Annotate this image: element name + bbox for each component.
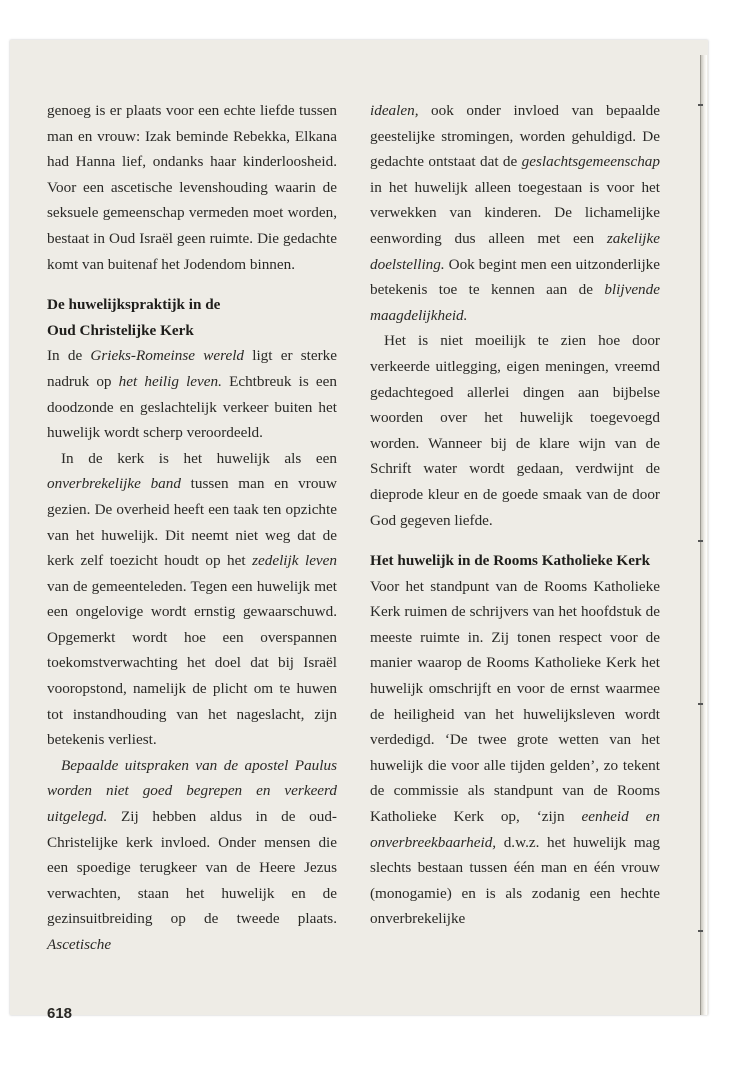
text: Echtbreuk is een doodzonde en geslachtelijk verkeer buiten het huwelijk wordt scherp veroordeeld. bbox=[47, 372, 337, 442]
text: In de kerk is het huwelijk als een bbox=[61, 449, 337, 467]
emphasis: Ascetische bbox=[47, 936, 112, 953]
paragraph: Het is niet moeilijk te zien hoe door verkeerde uitlegging, eigen meningen, vreemd gedachtegoed allerlei dingen aan bijbelse woorden over het huwelijk toegevoegd worden. Wanneer bij de klare wijn van de Schrift water wordt gedaan, verdwijnt de dieprode kleur en de goede smaak van de door God gegeven liefde. bbox=[370, 332, 660, 529]
text: ligt er sterke nadruk op bbox=[47, 347, 337, 390]
emphasis: geslachtsgemeenschap bbox=[521, 153, 660, 171]
emphasis: Grieks-Romeinse wereld bbox=[90, 347, 245, 365]
text: in het huwelijk alleen toegestaan is voor het verwekken van kinderen. De lichamelijke eenwording dus alleen met een bbox=[370, 178, 660, 247]
edge-mark bbox=[698, 104, 703, 106]
emphasis: het heilig leven. bbox=[118, 372, 222, 390]
paragraph bbox=[47, 343, 337, 445]
paragraph bbox=[370, 98, 660, 328]
text: Ook begint men een uitzonderlijke betekenis toe te kennen aan de bbox=[370, 255, 660, 299]
heading-line: De huwelijkspraktijk in de bbox=[47, 296, 221, 314]
emphasis: eenheid en onverbreekbaarheid, bbox=[370, 808, 660, 851]
right-column bbox=[370, 98, 660, 932]
section-heading: Het huwelijk in de Rooms Katholieke Kerk bbox=[370, 552, 651, 570]
edge-mark bbox=[698, 930, 703, 932]
page-edge bbox=[700, 55, 707, 1015]
section-heading bbox=[47, 292, 337, 343]
text: d.w.z. het huwelijk mag slechts bestaan tussen één man en één vrouw (monogamie) en is als zodanig een hechte onverbrekelijke bbox=[370, 833, 660, 928]
emphasis: blijvende maagdelijkheid. bbox=[370, 281, 660, 324]
edge-mark bbox=[698, 703, 703, 705]
paragraph: genoeg is er plaats voor een echte liefde tussen man en vrouw: Izak beminde Rebekka, Elkana had Hanna lief, ondanks haar kinderloosheid. Voor een ascetische levenshouding waarin de seksuele gemeenschap vermeden moet worden, bestaat in Oud Israël geen ruimte. Die gedachte komt van buitenaf het Jodendom binnen. bbox=[47, 102, 337, 273]
emphasis: Bepaalde uitspraken van de apostel Paulus worden niet goed begrepen en verkeerd uitgelegd. bbox=[47, 756, 337, 826]
text: tussen man en vrouw gezien. De overheid heeft een taak ten opzichte van het huwelijk. Dit neemt niet weg dat de kerk zelf toezicht houdt op het bbox=[47, 475, 337, 570]
paragraph bbox=[370, 574, 660, 932]
paragraph bbox=[47, 753, 337, 958]
text: Voor het standpunt van de Rooms Katholieke Kerk ruimen de schrijvers van het hoofdstuk de meeste ruimte in. Zij tonen respect voor de manier waarop de Rooms Katholieke Kerk het huwelijk omschrijft en voor de ernst waarmee de heiligheid van het huwelijksleven wordt verdedigd. ‘De twee grote wetten van het huwelijk die voor alle tijden gelden’, zo tekent de commissie als standpunt van de Rooms Katholieke Kerk op, ‘zijn bbox=[370, 577, 660, 826]
text: In de bbox=[47, 347, 91, 365]
page-number: 618 bbox=[47, 1005, 73, 1022]
text: Zij hebben aldus in de oud-Christelijke kerk invloed. Onder mensen die een spoedige terugkeer van de Heere Jezus verwachten, staan het huwelijk en de gezinsuitbreiding op de tweede plaats. bbox=[47, 808, 337, 928]
emphasis: idealen, bbox=[370, 102, 419, 119]
left-column bbox=[47, 98, 337, 958]
text: van de gemeenteleden. Tegen een huwelijk met een ongelovige wordt ernstig gewaarschuwd. Opgemerkt wordt hoe een overspannen toekomstverwachting het doel dat bij Israël vooropstond, namelijk de plicht om te huwen tot instandhouding van het nageslacht, zijn betekenis verliest. bbox=[47, 577, 337, 749]
emphasis: zakelijke doelstelling. bbox=[370, 229, 660, 273]
emphasis: onverbrekelijke band bbox=[47, 475, 181, 493]
emphasis: zedelijk leven bbox=[252, 552, 338, 570]
text: ook onder invloed van bepaalde geestelijke stromingen, worden gehuldigd. De gedachte ontstaat dat de bbox=[370, 102, 660, 171]
heading-line: Oud Christelijke Kerk bbox=[47, 321, 194, 339]
paragraph bbox=[47, 446, 337, 753]
edge-mark bbox=[698, 540, 703, 542]
